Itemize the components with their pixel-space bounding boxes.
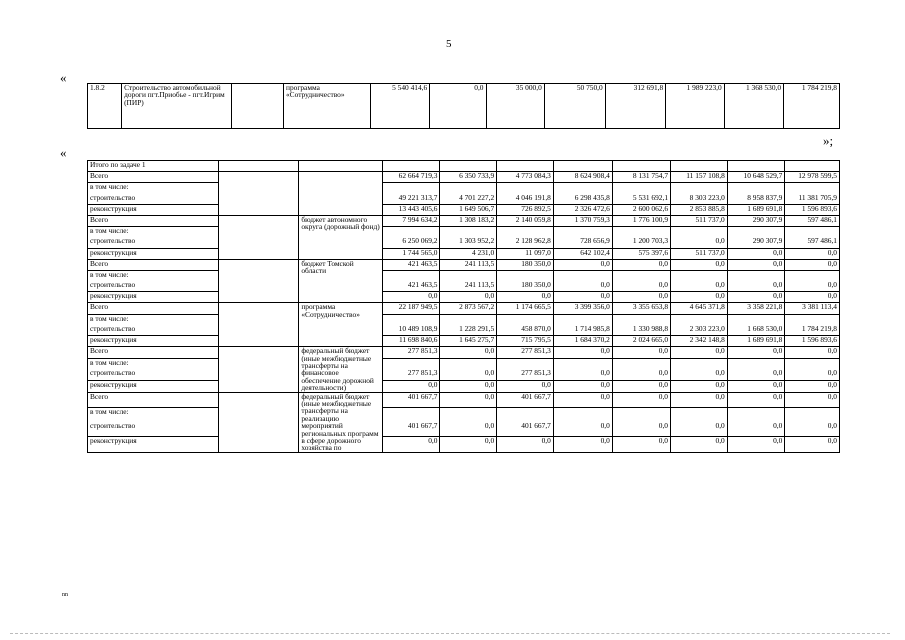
value-cell: 290 307,9: [727, 237, 785, 248]
value-cell: 1 330 988,8: [612, 325, 670, 336]
value-cell: 0,0: [785, 281, 840, 292]
value-cell: 1 368 530,0: [724, 84, 783, 129]
value-cell: 401 667,7: [382, 422, 440, 437]
value-cell: 50 750,0: [544, 84, 605, 129]
funding-source: программа «Сотрудничество»: [299, 303, 383, 347]
value-cell: 0,0: [671, 347, 728, 359]
value-cell: 2 024 665,0: [612, 336, 670, 347]
value-cell: 0,0: [727, 422, 785, 437]
value-cell: [553, 183, 612, 194]
top-table: [87, 83, 840, 129]
row-label: строительство: [88, 237, 219, 248]
value-cell: 0,0: [553, 392, 612, 407]
value-cell: 3 355 653,8: [612, 303, 670, 314]
table-row: [88, 248, 840, 259]
value-cell: [497, 183, 554, 194]
value-cell: 0,0: [785, 369, 840, 380]
value-cell: 0,0: [612, 281, 670, 292]
value-cell: 49 221 313,7: [382, 194, 440, 205]
value-cell: 4 046 191,8: [497, 194, 554, 205]
value-cell: 0,0: [671, 237, 728, 248]
value-cell: 0,0: [440, 380, 497, 392]
row-label: Всего: [88, 172, 219, 183]
table-row: [88, 358, 840, 369]
empty-cell: [299, 161, 383, 172]
value-cell: 0,0: [727, 281, 785, 292]
row-label: в том числе:: [88, 358, 219, 369]
value-cell: 1 784 219,8: [784, 84, 840, 129]
value-cell: 0,0: [671, 392, 728, 407]
value-cell: 0,0: [440, 392, 497, 407]
value-cell: 0,0: [553, 347, 612, 359]
value-cell: 277 851,3: [497, 369, 554, 380]
value-cell: [612, 183, 670, 194]
value-cell: 11 157 108,8: [671, 172, 728, 183]
value-cell: 11 381 705,9: [785, 194, 840, 205]
value-cell: 0,0: [612, 369, 670, 380]
table-row: [88, 336, 840, 347]
value-cell: 1 744 565,0: [382, 248, 440, 259]
empty-cell: [727, 161, 785, 172]
row-label: реконструкция: [88, 248, 219, 259]
value-cell: 5 540 414,6: [370, 84, 429, 129]
row-label: в том числе:: [88, 408, 219, 423]
table-row: [88, 437, 840, 452]
row-label: реконструкция: [88, 437, 219, 452]
value-cell: 0,0: [727, 259, 785, 270]
value-cell: 2 303 223,0: [671, 325, 728, 336]
value-cell: 1 689 691,8: [727, 336, 785, 347]
table-row: [88, 172, 840, 183]
funding-source: бюджет автономного округа (дорожный фонд): [299, 215, 383, 259]
row-label: в том числе:: [88, 183, 219, 194]
value-cell: 0,0: [785, 259, 840, 270]
value-cell: 1 649 506,7: [440, 204, 497, 215]
value-cell: 1 228 291,5: [440, 325, 497, 336]
value-cell: 0,0: [440, 437, 497, 452]
value-cell: 0,0: [612, 437, 670, 452]
empty-cell: [219, 172, 299, 216]
row-label: реконструкция: [88, 204, 219, 215]
value-cell: 1 684 370,2: [553, 336, 612, 347]
row-label: реконструкция: [88, 336, 219, 347]
value-cell: 180 350,0: [497, 281, 554, 292]
value-cell: 4 231,0: [440, 248, 497, 259]
value-cell: 0,0: [612, 422, 670, 437]
page-bottom-edge: [10, 633, 890, 634]
main-table: [87, 160, 840, 453]
value-cell: [440, 408, 497, 423]
value-cell: 0,0: [785, 292, 840, 303]
value-cell: [497, 408, 554, 423]
value-cell: [785, 408, 840, 423]
empty-cell: [785, 161, 840, 172]
value-cell: 0,0: [727, 380, 785, 392]
value-cell: 575 397,6: [612, 248, 670, 259]
value-cell: 458 870,0: [497, 325, 554, 336]
value-cell: 0,0: [382, 437, 440, 452]
value-cell: 7 994 634,2: [382, 215, 440, 226]
row-label: строительство: [88, 325, 219, 336]
value-cell: 8 131 754,7: [612, 172, 670, 183]
empty-cell: [219, 215, 299, 259]
value-cell: 13 443 405,6: [382, 204, 440, 215]
value-cell: 0,0: [671, 369, 728, 380]
value-cell: 3 358 221,8: [727, 303, 785, 314]
value-cell: 2 853 885,8: [671, 204, 728, 215]
row-label: строительство: [88, 369, 219, 380]
value-cell: 0,0: [612, 347, 670, 359]
row-source: программа «Сотрудничество»: [283, 84, 370, 129]
value-cell: 0,0: [497, 380, 554, 392]
value-cell: 0,0: [671, 422, 728, 437]
value-cell: 0,0: [785, 437, 840, 452]
value-cell: 4 645 371,8: [671, 303, 728, 314]
empty-cell: [219, 161, 299, 172]
row-label: реконструкция: [88, 292, 219, 303]
value-cell: 2 873 567,2: [440, 303, 497, 314]
value-cell: 0,0: [727, 248, 785, 259]
value-cell: 241 113,5: [440, 259, 497, 270]
value-cell: 0,0: [671, 281, 728, 292]
value-cell: 1 308 183,2: [440, 215, 497, 226]
value-cell: 0,0: [553, 380, 612, 392]
row-label: реконструкция: [88, 380, 219, 392]
value-cell: 0,0: [430, 84, 486, 129]
value-cell: 10 489 108,9: [382, 325, 440, 336]
value-cell: 0,0: [671, 259, 728, 270]
table-row: [88, 303, 840, 314]
row-number: 1.8.2: [88, 84, 122, 129]
value-cell: 2 342 148,8: [671, 336, 728, 347]
row-label: Всего: [88, 259, 219, 270]
value-cell: 62 664 719,3: [382, 172, 440, 183]
empty-cell: [440, 161, 497, 172]
value-cell: [382, 408, 440, 423]
value-cell: 0,0: [612, 259, 670, 270]
value-cell: 0,0: [440, 347, 497, 359]
value-cell: 0,0: [785, 392, 840, 407]
empty-cell: [219, 259, 299, 303]
value-cell: 0,0: [727, 347, 785, 359]
table-row: [88, 392, 840, 407]
value-cell: 0,0: [382, 292, 440, 303]
value-cell: 2 140 059,8: [497, 215, 554, 226]
table-row: [88, 270, 840, 281]
value-cell: [382, 183, 440, 194]
value-cell: 0,0: [671, 380, 728, 392]
value-cell: 0,0: [727, 292, 785, 303]
value-cell: 1 714 985,8: [553, 325, 612, 336]
funding-source: [299, 172, 383, 216]
empty-cell: [497, 161, 554, 172]
value-cell: 0,0: [497, 437, 554, 452]
value-cell: 1 174 665,5: [497, 303, 554, 314]
value-cell: 1 989 223,0: [666, 84, 725, 129]
value-cell: [612, 408, 670, 423]
table-row: [88, 347, 840, 359]
value-cell: 8 958 837,9: [727, 194, 785, 205]
value-cell: 6 250 069,2: [382, 237, 440, 248]
value-cell: [727, 408, 785, 423]
value-cell: [440, 183, 497, 194]
table-row: [88, 292, 840, 303]
value-cell: 1 303 952,2: [440, 237, 497, 248]
value-cell: [553, 408, 612, 423]
page-number: 5: [446, 38, 452, 50]
table-row: [88, 325, 840, 336]
value-cell: 2 128 962,8: [497, 237, 554, 248]
value-cell: 0,0: [553, 437, 612, 452]
value-cell: 8 303 223,0: [671, 194, 728, 205]
table-row: [88, 369, 840, 380]
empty-cell: [219, 347, 299, 392]
empty-cell: [612, 161, 670, 172]
value-cell: 0,0: [553, 281, 612, 292]
value-cell: 0,0: [553, 259, 612, 270]
value-cell: 1 370 759,3: [553, 215, 612, 226]
value-cell: 728 656,9: [553, 237, 612, 248]
value-cell: 715 795,5: [497, 336, 554, 347]
open-quote: «: [60, 145, 67, 160]
empty-cell: [553, 161, 612, 172]
value-cell: 3 399 356,0: [553, 303, 612, 314]
value-cell: 0,0: [440, 422, 497, 437]
value-cell: 241 113,5: [440, 281, 497, 292]
value-cell: 511 737,0: [671, 215, 728, 226]
value-cell: 421 463,5: [382, 281, 440, 292]
value-cell: 5 531 692,1: [612, 194, 670, 205]
value-cell: 0,0: [553, 292, 612, 303]
total-title: Итого по задаче 1: [88, 161, 219, 172]
value-cell: 0,0: [612, 292, 670, 303]
table-row: [88, 380, 840, 392]
value-cell: [785, 183, 840, 194]
value-cell: 277 851,3: [382, 347, 440, 359]
value-cell: 4 773 084,3: [497, 172, 554, 183]
value-cell: 0,0: [497, 292, 554, 303]
row-label: Всего: [88, 392, 219, 407]
row-label: Всего: [88, 347, 219, 359]
value-cell: 0,0: [727, 437, 785, 452]
value-cell: 4 701 227,2: [440, 194, 497, 205]
value-cell: 10 648 529,7: [727, 172, 785, 183]
table-row: [88, 204, 840, 215]
value-cell: 312 691,8: [605, 84, 665, 129]
empty-cell: [382, 161, 440, 172]
table-row: [88, 215, 840, 226]
value-cell: 2 600 062,6: [612, 204, 670, 215]
value-cell: 421 463,5: [382, 259, 440, 270]
table-row: [88, 161, 840, 172]
value-cell: 0,0: [727, 392, 785, 407]
value-cell: 0,0: [671, 437, 728, 452]
value-cell: 1 689 691,8: [727, 204, 785, 215]
value-cell: 6 350 733,9: [440, 172, 497, 183]
value-cell: 6 298 435,8: [553, 194, 612, 205]
close-quote: »;: [823, 133, 834, 148]
table-row: [88, 281, 840, 292]
row-label: строительство: [88, 281, 219, 292]
row-label: Всего: [88, 303, 219, 314]
value-cell: 401 667,7: [497, 422, 554, 437]
table-row: [88, 408, 840, 423]
empty-cell: [219, 392, 299, 452]
footnote: nn: [62, 592, 68, 598]
value-cell: 1 784 219,8: [785, 325, 840, 336]
value-cell: 0,0: [612, 392, 670, 407]
funding-source: федеральный бюджет (иные межбюджетные трансферты на реализацию мероприятий региональных программ в сфере дорожного хозяйства по: [299, 392, 383, 452]
value-cell: 0,0: [785, 422, 840, 437]
value-cell: 277 851,3: [497, 347, 554, 359]
value-cell: 0,0: [382, 380, 440, 392]
value-cell: 597 486,1: [785, 237, 840, 248]
value-cell: 642 102,4: [553, 248, 612, 259]
value-cell: 0,0: [612, 380, 670, 392]
table-row: [88, 84, 840, 129]
value-cell: 277 851,3: [382, 369, 440, 380]
value-cell: 0,0: [440, 292, 497, 303]
value-cell: 0,0: [785, 347, 840, 359]
value-cell: 35 000,0: [486, 84, 544, 129]
table-row: [88, 259, 840, 270]
table-row: [88, 422, 840, 437]
value-cell: [671, 183, 728, 194]
value-cell: 22 187 949,5: [382, 303, 440, 314]
row-empty-cell: [232, 84, 284, 129]
value-cell: 11 698 840,6: [382, 336, 440, 347]
value-cell: 1 596 893,6: [785, 204, 840, 215]
value-cell: 1 200 703,3: [612, 237, 670, 248]
row-label: строительство: [88, 422, 219, 437]
funding-source: федеральный бюджет (иные межбюджетные трансферты на финансовое обеспечение дорожной деятельности): [299, 347, 383, 392]
table-row: [88, 237, 840, 248]
row-label: в том числе:: [88, 314, 219, 325]
value-cell: 0,0: [553, 422, 612, 437]
row-label: в том числе:: [88, 227, 219, 238]
value-cell: 290 307,9: [727, 215, 785, 226]
value-cell: [727, 183, 785, 194]
value-cell: 0,0: [727, 369, 785, 380]
empty-cell: [219, 303, 299, 347]
value-cell: 401 667,7: [497, 392, 554, 407]
value-cell: 11 097,0: [497, 248, 554, 259]
value-cell: 511 737,0: [671, 248, 728, 259]
value-cell: 0,0: [785, 248, 840, 259]
row-label: в том числе:: [88, 270, 219, 281]
value-cell: 3 381 113,4: [785, 303, 840, 314]
table-row: [88, 194, 840, 205]
value-cell: 8 624 908,4: [553, 172, 612, 183]
value-cell: 401 667,7: [382, 392, 440, 407]
funding-source: бюджет Томской области: [299, 259, 383, 303]
value-cell: 1 668 530,0: [727, 325, 785, 336]
value-cell: 0,0: [440, 369, 497, 380]
value-cell: 0,0: [553, 369, 612, 380]
table-row: [88, 183, 840, 194]
value-cell: 0,0: [671, 292, 728, 303]
row-label: Всего: [88, 215, 219, 226]
value-cell: 1 645 275,7: [440, 336, 497, 347]
value-cell: 1 596 893,6: [785, 336, 840, 347]
open-quote: «: [60, 70, 67, 85]
value-cell: 180 350,0: [497, 259, 554, 270]
value-cell: 1 776 100,9: [612, 215, 670, 226]
value-cell: 726 892,5: [497, 204, 554, 215]
value-cell: 2 326 472,6: [553, 204, 612, 215]
row-label: строительство: [88, 194, 219, 205]
value-cell: 0,0: [785, 380, 840, 392]
value-cell: 597 486,1: [785, 215, 840, 226]
empty-cell: [671, 161, 728, 172]
value-cell: 12 978 599,5: [785, 172, 840, 183]
value-cell: [671, 408, 728, 423]
row-name: Строительство автомобильной дороги пгт.Приобье - пгт.Игрим (ПИР): [122, 84, 232, 129]
